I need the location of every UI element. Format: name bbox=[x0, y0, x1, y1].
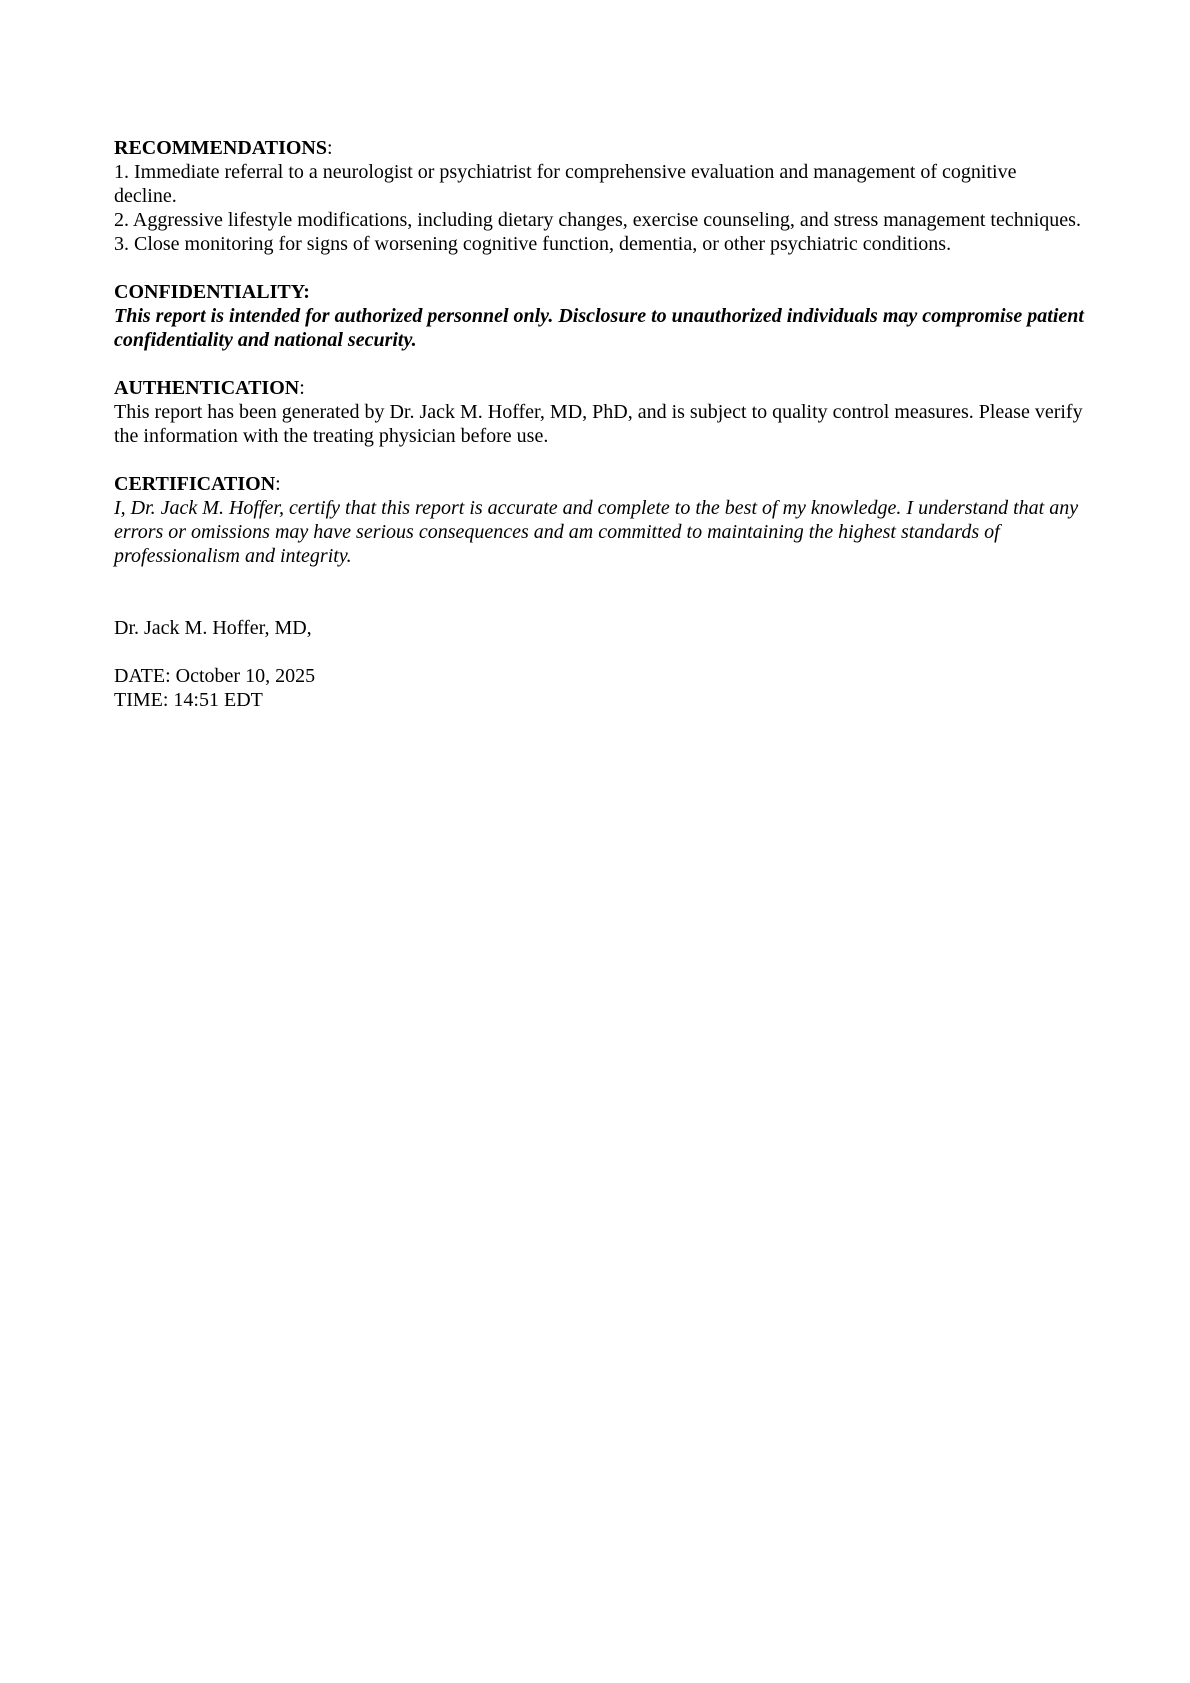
document-page bbox=[114, 136, 1084, 736]
certification-heading bbox=[114, 472, 1084, 496]
signature-section bbox=[114, 616, 1084, 640]
certification-heading-colon: : bbox=[275, 473, 281, 495]
recommendation-item-3: 3. Close monitoring for signs of worsening cognitive function, dementia, or other psychiatric conditions. bbox=[114, 233, 952, 255]
recommendations-heading-colon: : bbox=[326, 137, 333, 159]
authentication-heading bbox=[114, 376, 1084, 400]
report-date: DATE: October 10, 2025 bbox=[114, 665, 316, 687]
report-time: TIME: 14:51 EDT bbox=[114, 689, 263, 711]
certification-section bbox=[114, 472, 1084, 568]
recommendations-heading-text: RECOMMENDATIONS bbox=[114, 137, 327, 159]
confidentiality-body: This report is intended for authorized personnel only. Disclosure to unauthorized individuals may compromise patient confidentiality and national security. bbox=[114, 305, 1084, 351]
authentication-heading-colon: : bbox=[299, 377, 305, 399]
datetime-section bbox=[114, 664, 1084, 712]
recommendation-item-1: 1. Immediate referral to a neurologist or psychiatrist for comprehensive evaluation and management of cognitive decline. bbox=[114, 161, 1017, 207]
recommendations-section bbox=[114, 136, 1084, 256]
certification-body: I, Dr. Jack M. Hoffer, certify that this report is accurate and complete to the best of my knowledge. I understand that any errors or omissions may have serious consequences and am committed to maintaining the highest standards of professionalism and integrity. bbox=[114, 497, 1079, 567]
signature-name: Dr. Jack M. Hoffer, MD, bbox=[114, 617, 312, 639]
authentication-body: This report has been generated by Dr. Jack M. Hoffer, MD, PhD, and is subject to quality control measures. Please verify the information with the treating physician before use. bbox=[114, 401, 1083, 447]
signature-spacer bbox=[114, 592, 1084, 616]
authentication-section bbox=[114, 376, 1084, 448]
authentication-heading-text: AUTHENTICATION bbox=[114, 377, 300, 399]
confidentiality-section bbox=[114, 280, 1084, 352]
recommendation-item-2: 2. Aggressive lifestyle modifications, including dietary changes, exercise counseling, and stress management techniques. bbox=[114, 209, 1081, 231]
confidentiality-heading: CONFIDENTIALITY: bbox=[114, 281, 310, 303]
certification-heading-text: CERTIFICATION bbox=[114, 473, 276, 495]
recommendations-heading bbox=[114, 136, 1084, 160]
